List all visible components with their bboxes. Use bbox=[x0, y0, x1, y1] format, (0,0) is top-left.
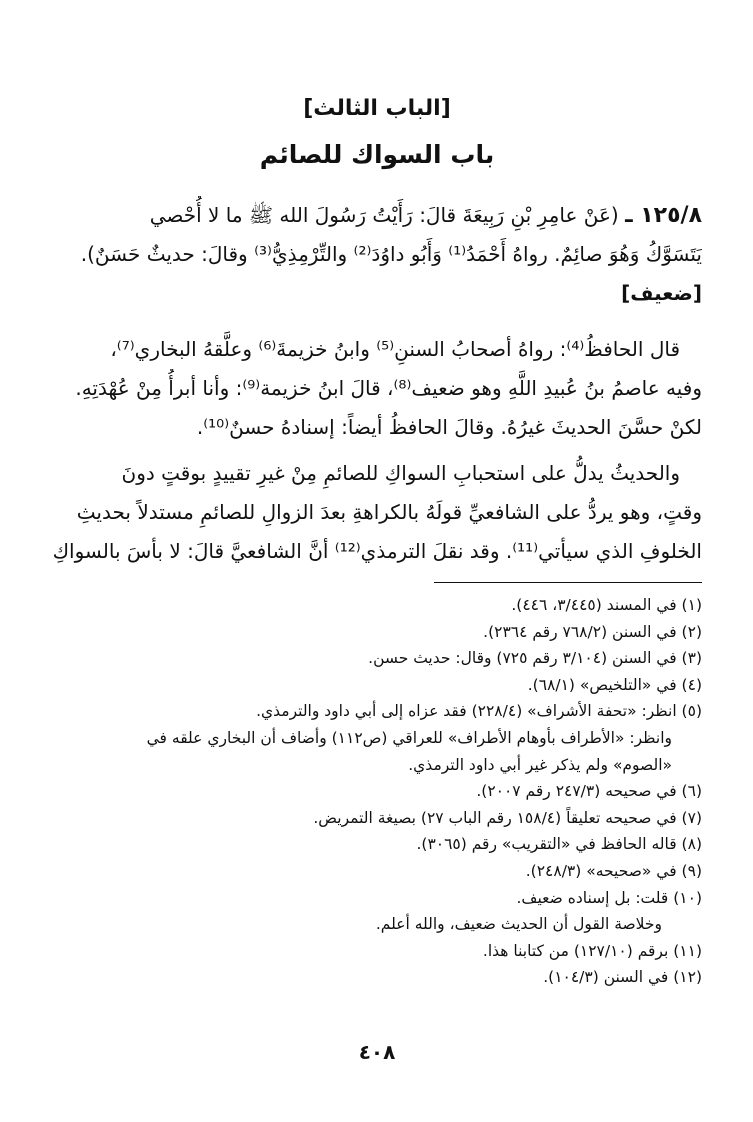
footnote-divider bbox=[434, 582, 702, 583]
footnote-continuation: «الصوم» ولم يذكر غير أبي داود الترمذي. bbox=[408, 755, 672, 774]
footnote-continuation: وخلاصة القول أن الحديث ضعيف، والله أعلم. bbox=[375, 915, 662, 934]
footnote: (٢) في السنن (٧٦٨/٢ رقم ٢٣٦٤). bbox=[483, 622, 702, 641]
footnote: (٥) انظر: «تحفة الأشراف» (٢٢٨/٤) فقد عزاه إلى أبي داود والترمذي. bbox=[256, 702, 702, 721]
footnote: (٦) في صحيحه (٢٤٧/٣ رقم ٢٠٠٧). bbox=[476, 782, 702, 801]
page-number: ٤٠٨ bbox=[358, 1040, 396, 1064]
section-title: باب السواك للصائم bbox=[259, 140, 495, 169]
hadith-text: (عَنْ عامِرِ بْنِ رَبِيعَةَ قالَ: رَأَيْتُ رَسُولَ الله ﷺ ما لا أُحْصي bbox=[149, 203, 619, 227]
hadith-grade: [ضعيف] bbox=[621, 281, 702, 305]
footnote: (٣) في السنن (٣/١٠٤ رقم ٧٢٥) وقال: حديث حسن. bbox=[368, 649, 702, 668]
commentary-line: قال الحافظُ⁽⁴⁾: رواهُ أصحابُ السننِ⁽⁵⁾ وابنُ خزيمةَ⁽⁶⁾ وعلَّقهُ البخاري⁽⁷⁾، bbox=[110, 337, 680, 361]
footnote: (١١) برقم (١٢٧/١٠) من كتابنا هذا. bbox=[482, 941, 702, 960]
footnote: (١) في المسند (٣/٤٤٥، ٤٤٦). bbox=[511, 596, 702, 614]
commentary-line: وفيه عاصمُ بنُ عُبيدِ اللَّهِ وهو ضعيف⁽⁸⁾، قالَ ابنُ خزيمة⁽⁹⁾: وأنا أبرأُ مِنْ عُهْدَتِهِ. bbox=[75, 376, 702, 400]
footnote: (١٠) قلت: بل إسناده ضعيف. bbox=[516, 888, 702, 907]
discussion-line: الخلوفِ الذي سيأتي⁽¹¹⁾. وقد نقلَ الترمذي⁽¹²⁾ أنَّ الشافعيَّ قالَ: لا بأسَ بالسواكِ bbox=[52, 539, 702, 563]
discussion-line: والحديثُ يدلُّ على استحبابِ السواكِ للصائمِ مِنْ غيرِ تقييدٍ بوقتٍ دونَ bbox=[121, 461, 680, 485]
footnote: (٩) في «صحيحه» (٢٤٨/٣). bbox=[525, 861, 702, 880]
hadith-paragraph bbox=[52, 196, 702, 313]
footnote: (١٢) في السنن (١٠٤/٣). bbox=[543, 968, 702, 987]
footnote-continuation: وانظر: «الأطراف بأوهام الأطراف» للعراقي (ص١١٢) وأضاف أن البخاري علقه في bbox=[146, 728, 672, 747]
discussion-line: وقتٍ، وهو يردُّ على الشافعيِّ قولَهُ بالكراهةِ بعدَ الزوالِ للصائمِ مستدلاً بحديثِ bbox=[76, 500, 702, 524]
hadith-line bbox=[52, 196, 702, 235]
footnote: (٤) في «التلخيص» (٦٨/١). bbox=[527, 675, 702, 694]
footnotes-list bbox=[52, 592, 702, 991]
chapter-title: [الباب الثالث] bbox=[303, 96, 451, 121]
commentary-line: لكنْ حسَّنَ الحديثَ غيرُهُ. وقالَ الحافظُ أيضاً: إسنادهُ حسنٌ⁽¹⁰⁾. bbox=[196, 415, 702, 439]
footnote: (٧) في صحيحه تعليقاً (١٥٨/٤ رقم الباب ٢٧) بصيغة التمريض. bbox=[313, 808, 702, 827]
hadith-line: يَتَسَوَّكُ وَهُوَ صائِمٌ. رواهُ أَحْمَدُ⁽¹⁾ وَأَبُو داوُدَ⁽²⁾ والتِّرْمِذِيُّ⁽³⁾ وقالَ: حديثٌ حَسَنٌ). bbox=[80, 242, 702, 266]
hadith-number: ١٢٥/٨ ـ bbox=[625, 203, 702, 228]
discussion-paragraph bbox=[52, 454, 702, 571]
commentary-paragraph bbox=[52, 330, 702, 447]
book-page bbox=[52, 0, 702, 1122]
footnote: (٨) قاله الحافظ في «التقريب» رقم (٣٠٦٥). bbox=[416, 835, 702, 854]
